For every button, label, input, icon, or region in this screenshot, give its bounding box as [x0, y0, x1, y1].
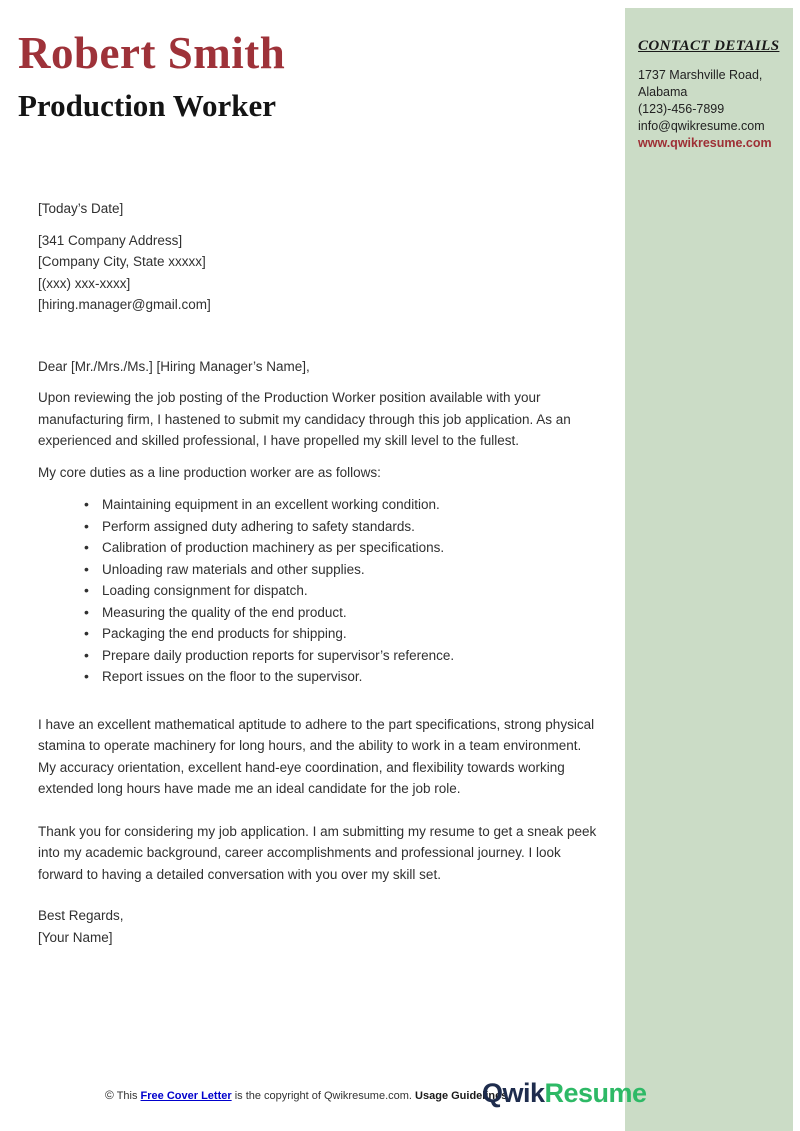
date-placeholder: [Today’s Date]: [38, 201, 124, 216]
skills-paragraph: [38, 714, 598, 800]
copyright-middle: is the copyright of Qwikresume.com.: [231, 1090, 416, 1102]
letter-body: [38, 198, 598, 948]
contact-address-line1: 1737 Marshville Road,: [638, 68, 763, 82]
copyright-prefix: This: [113, 1090, 141, 1102]
candidate-name: Robert Smith: [18, 28, 286, 78]
company-address-line: [hiring.manager@gmail.com]: [38, 297, 211, 312]
duties-intro: My core duties as a line production worker are as follows:: [38, 464, 381, 480]
logo-resume-text: Resume: [544, 1078, 647, 1108]
contact-phone: (123)-456-7899: [638, 102, 725, 116]
list-item: • Unloading raw materials and other supplies.: [84, 559, 598, 581]
signature-placeholder: [Your Name]: [38, 929, 113, 945]
list-item: • Measuring the quality of the end product.: [84, 602, 598, 624]
contact-details-heading: CONTACT DETAILS: [638, 38, 780, 54]
closing-block: [38, 905, 598, 948]
list-item: • Maintaining equipment in an excellent working condition.: [84, 494, 598, 516]
list-item: • Calibration of production machinery as per specifications.: [84, 537, 598, 559]
company-address-line: [Company City, State xxxxx]: [38, 254, 206, 269]
copyright-icon: ©: [105, 1088, 114, 1102]
page-title: Production Worker: [18, 88, 277, 123]
skills-paragraph-line2: My accuracy orientation, excellent hand-eye coordination, and flexibility towards working extended long hours have made me an ideal candidate for the job role.: [38, 759, 565, 796]
intro-paragraph: Upon reviewing the job posting of the Production Worker position available with your manufacturing firm, I hastened to submit my candidacy through this job application. As an experienced and skilled professional, I have propelled my skill level to the fullest.: [38, 390, 571, 448]
contact-email[interactable]: info@qwikresume.com: [638, 119, 765, 133]
list-item: • Prepare daily production reports for supervisor’s reference.: [84, 645, 598, 667]
list-item: • Report issues on the floor to the supervisor.: [84, 666, 598, 688]
list-item: • Loading consignment for dispatch.: [84, 580, 598, 602]
free-cover-letter-link[interactable]: Free Cover Letter: [140, 1090, 232, 1102]
logo-qwik-text: Qwik: [482, 1078, 545, 1108]
qwikresume-logo: [482, 1078, 647, 1109]
company-address-line: [(xxx) xxx-xxxx]: [38, 275, 131, 291]
skills-paragraph-line1: I have an excellent mathematical aptitude to adhere to the part specifications, strong physical stamina to operate machinery for long hours, and the ability to work in a team environment.: [38, 716, 595, 753]
contact-website-link[interactable]: www.qwikresume.com: [638, 136, 772, 150]
copyright-line: [105, 1088, 507, 1102]
company-address-line: [341 Company Address]: [38, 232, 183, 248]
company-address-block: [38, 230, 598, 316]
list-item: • Perform assigned duty adhering to safety standards.: [84, 516, 598, 538]
salutation: Dear [Mr./Mrs./Ms.] [Hiring Manager’s Name],: [38, 358, 310, 374]
duties-list: [38, 494, 598, 688]
contact-sidebar: [625, 8, 793, 1131]
closing: Best Regards,: [38, 908, 124, 923]
usage-guidelines-link[interactable]: Usage Guidelines: [415, 1090, 508, 1102]
contact-address-line2: Alabama: [638, 85, 688, 99]
letter-header: [18, 26, 608, 126]
thanks-paragraph: Thank you for considering my job application. I am submitting my resume to get a sneak peek into my academic background, career accomplishments and professional journey. I look forward to having a detailed conversation with you over my skill set.: [38, 823, 597, 882]
list-item: • Packaging the end products for shipping.: [84, 623, 598, 645]
